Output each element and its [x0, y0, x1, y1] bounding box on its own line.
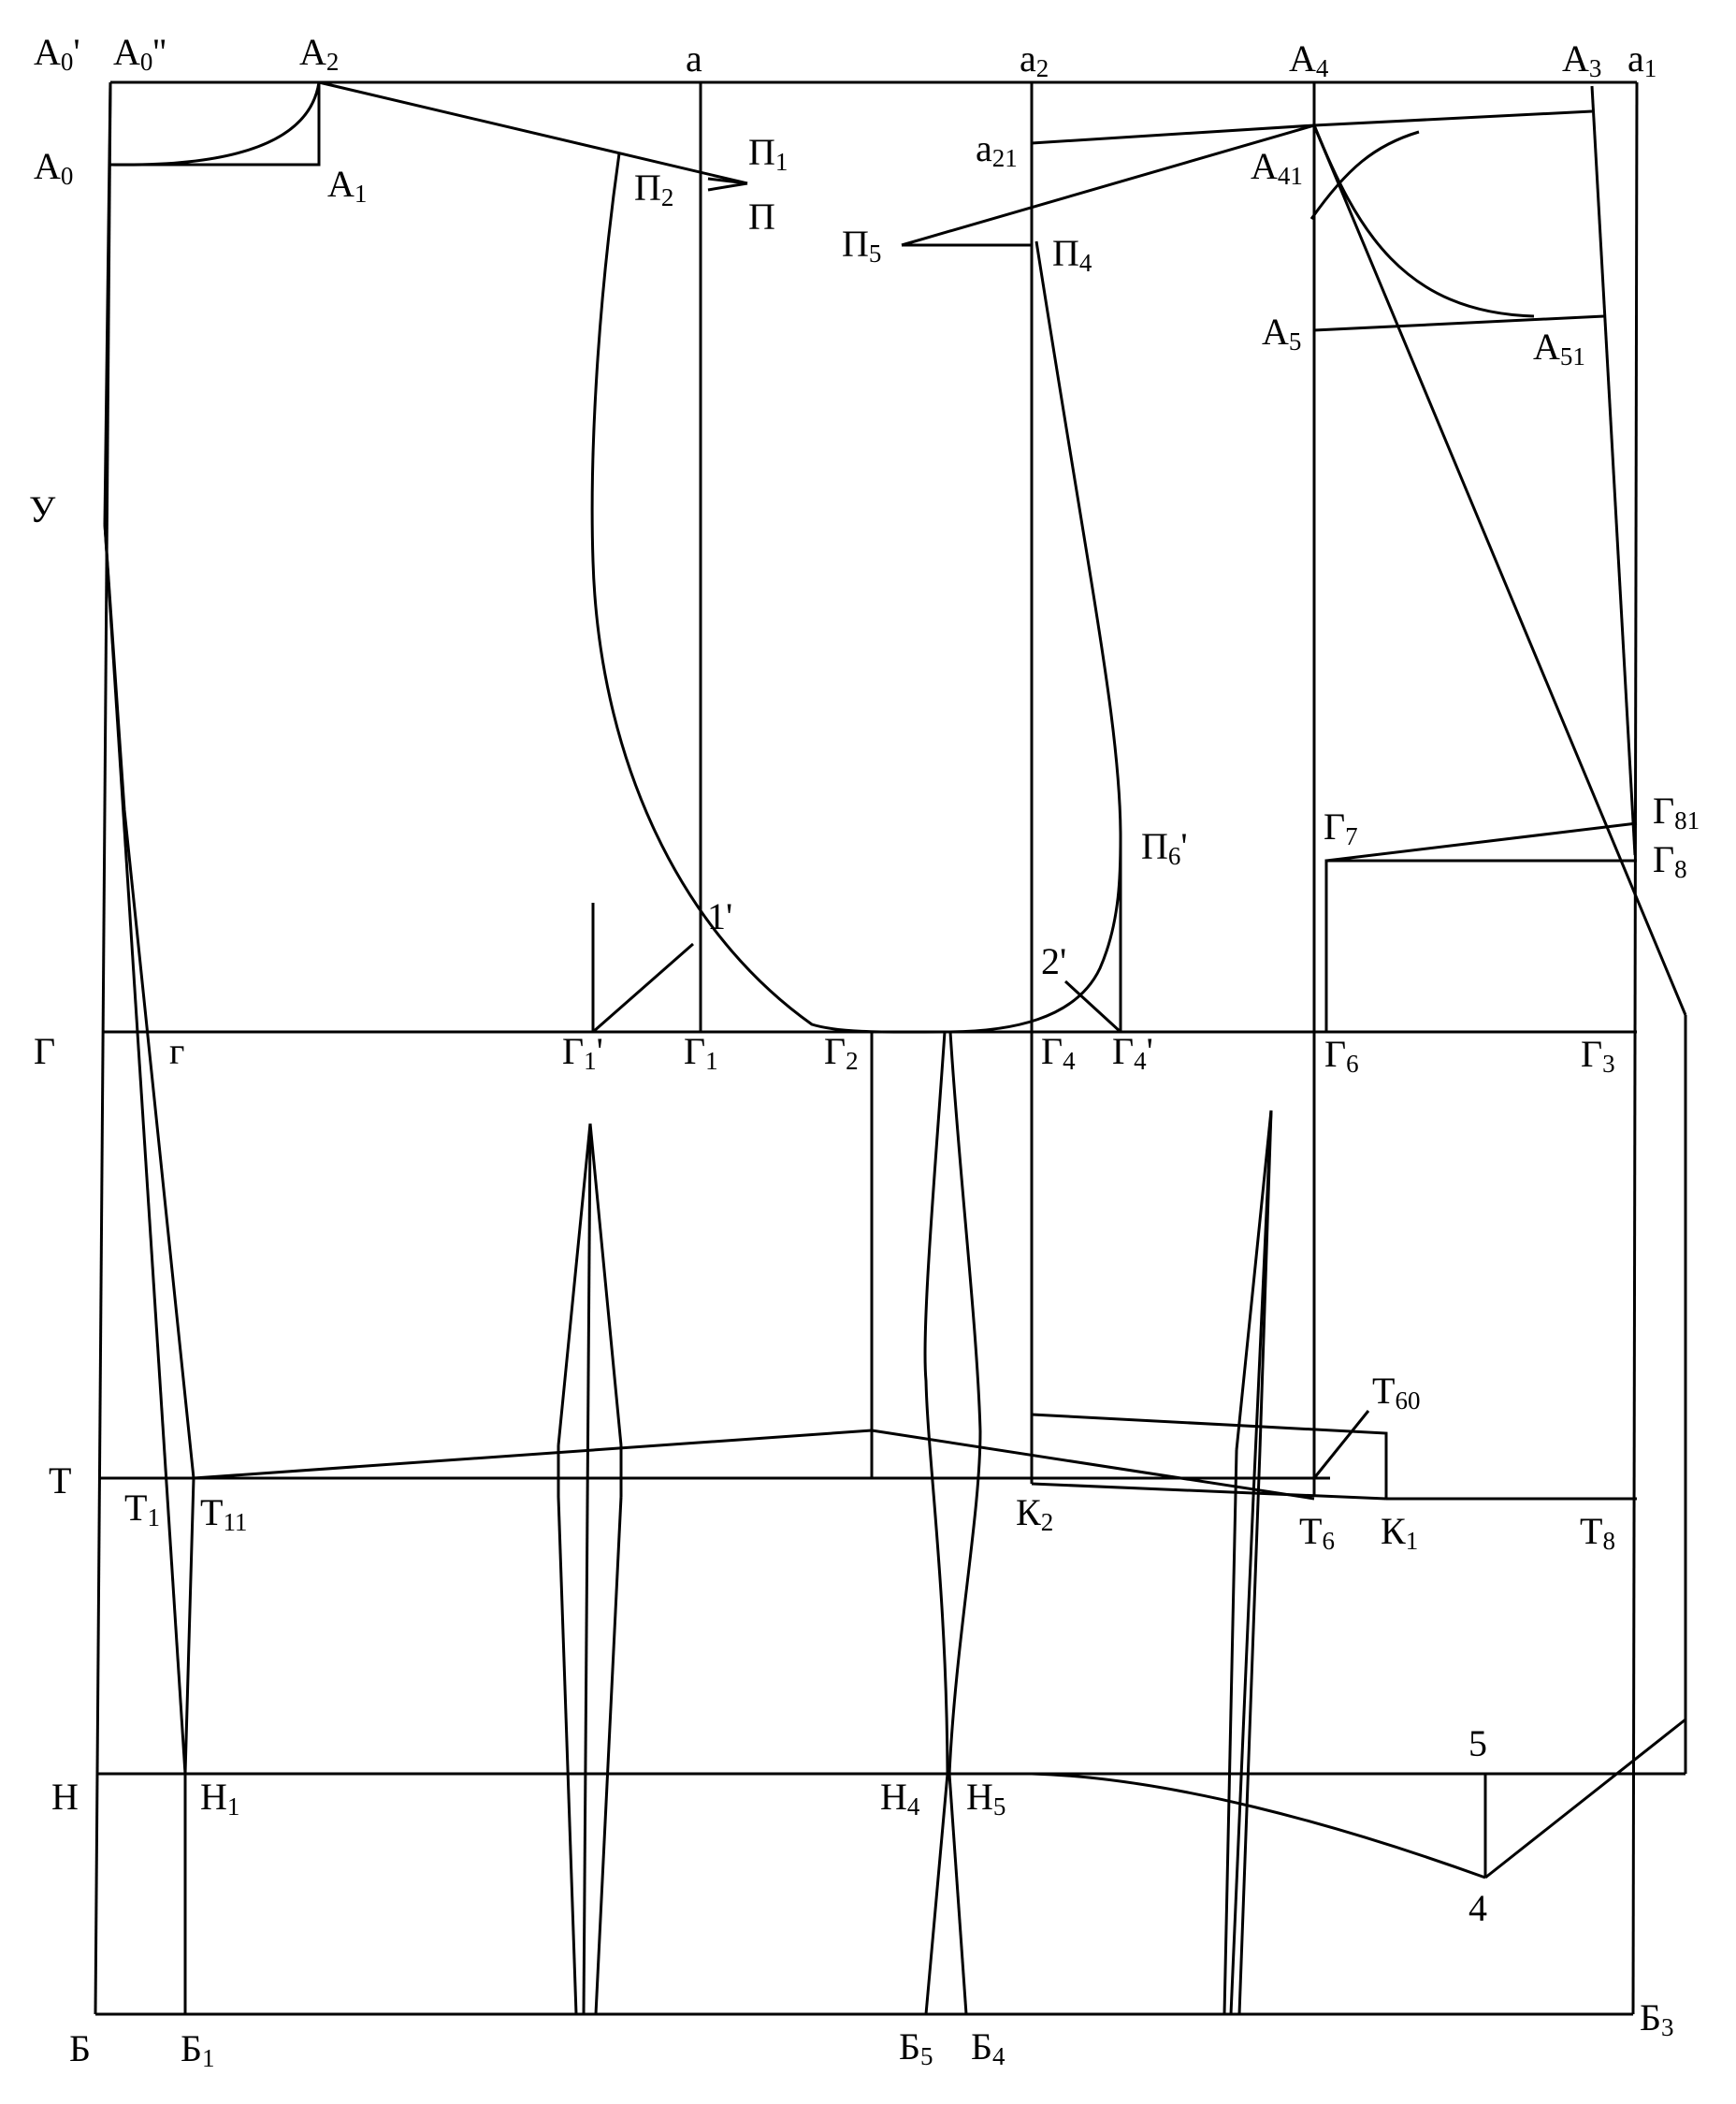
label-h: Н: [51, 1776, 79, 1818]
label-g1: Г1: [684, 1030, 718, 1075]
label-g4: Г4: [1041, 1030, 1076, 1075]
label-a1-lower: а1: [1628, 37, 1657, 82]
dart-back: [558, 1124, 621, 2014]
front-neck-curve: [1314, 125, 1534, 316]
dart-back-line: [558, 1124, 590, 1445]
label-p4: П4: [1052, 232, 1092, 277]
label-a2: А2: [299, 31, 340, 76]
label-a0: А0: [34, 145, 74, 190]
label-b: Б: [69, 2027, 91, 2069]
label-a5: А5: [1262, 311, 1302, 356]
label-g4-prime: Г4': [1112, 1030, 1153, 1075]
dart-side-lower-left: [926, 1774, 948, 2014]
front-bust-area: [1326, 823, 1637, 1032]
construction-grid: [95, 82, 1685, 2014]
lapel-front-edge: [1314, 125, 1685, 1878]
waist-t11-to-g2: [194, 1430, 872, 1478]
label-point-5: 5: [1468, 1722, 1487, 1764]
line-g7-g8: [1326, 861, 1637, 1032]
label-t6: Т6: [1299, 1510, 1335, 1555]
line-a21-a4: [1032, 125, 1314, 143]
collar-arc-a41: [1311, 132, 1419, 219]
label-k2: К2: [1016, 1491, 1054, 1536]
label-b4: Б4: [971, 2025, 1005, 2070]
lapel-break-line: [1314, 125, 1685, 1015]
label-point-2-prime: 2': [1041, 940, 1067, 982]
label-a1: А1: [327, 163, 368, 208]
label-a0-prime: А0': [34, 31, 80, 76]
label-g2: Г2: [824, 1030, 859, 1075]
dart-side-lower-right: [949, 1774, 966, 2014]
label-g-lower: г: [169, 1030, 185, 1072]
label-t11: Т11: [200, 1491, 248, 1536]
label-u: У: [29, 488, 56, 530]
front-shoulder-neck: [902, 86, 1635, 855]
label-a0-double-prime: А0'': [113, 31, 166, 76]
label-p1: П1: [748, 131, 788, 176]
label-b5: Б5: [899, 2025, 933, 2070]
dart-side: [925, 1032, 980, 2014]
back-shoulder-line: [319, 82, 747, 183]
label-a2-lower: а2: [1020, 37, 1049, 82]
back-armhole-curve: [592, 153, 945, 1032]
line-a5-a51: [1314, 316, 1604, 330]
label-a4: А4: [1289, 37, 1329, 82]
label-p: П: [748, 196, 775, 238]
label-a51: А51: [1533, 326, 1585, 370]
dart-back-line: [590, 1124, 621, 1445]
label-g81: Г81: [1653, 790, 1700, 834]
armhole: [592, 153, 1121, 1032]
label-t60: Т60: [1372, 1370, 1421, 1415]
label-a41: А41: [1251, 145, 1303, 190]
label-a21: а21: [976, 127, 1018, 172]
hem-shaping: [1032, 1774, 1485, 1878]
front-edge-line: [1633, 82, 1637, 2014]
dart-front: [1224, 1110, 1271, 2014]
label-g8: Г8: [1653, 838, 1687, 883]
back-neck-curve: [110, 82, 319, 165]
front-hem-curve: [1032, 1774, 1485, 1878]
line-g7-g81: [1326, 823, 1637, 861]
center-back-line: [95, 82, 110, 2014]
label-t1: Т1: [124, 1487, 160, 1531]
dart-front-line: [1253, 1110, 1271, 1497]
label-t: Т: [49, 1459, 72, 1502]
label-h4: Н4: [880, 1776, 920, 1821]
label-b3: Б3: [1640, 1996, 1674, 2041]
label-b1: Б1: [181, 2027, 215, 2072]
hem-extension-line: [1485, 1719, 1685, 1878]
armhole-bisector-1p: [593, 944, 693, 1032]
shoulder-tick-p: [708, 183, 747, 190]
label-g6: Г6: [1324, 1033, 1359, 1078]
label-point-1-prime: 1': [707, 895, 733, 937]
label-a3: А3: [1562, 37, 1602, 82]
line-a4-a3: [1314, 111, 1592, 125]
label-h1: Н1: [200, 1776, 240, 1821]
label-p2: П2: [634, 167, 674, 211]
pointer-t60: [1314, 1411, 1368, 1478]
label-g3: Г3: [1581, 1033, 1615, 1078]
back-center-seam-inner: [105, 524, 185, 1774]
dart-back-line: [584, 1124, 590, 2014]
label-p5: П5: [842, 223, 882, 268]
dart-side-right: [949, 1032, 980, 1774]
dart-back-line: [596, 1497, 621, 2014]
label-g: Г: [34, 1030, 56, 1072]
pocket-line-k2-k1: [1032, 1484, 1386, 1499]
neck-construction-a0-a1-a2: [110, 82, 319, 165]
armhole-bisector-2p: [1065, 981, 1121, 1032]
label-point-4: 4: [1468, 1887, 1487, 1929]
dart-side-left: [925, 1032, 948, 1774]
label-a: а: [686, 37, 702, 80]
label-g1-prime: Г1': [562, 1030, 603, 1075]
label-g7: Г7: [1324, 805, 1358, 850]
point-labels: [29, 31, 1700, 2072]
label-t8: Т8: [1580, 1510, 1615, 1555]
label-p6-prime: П6': [1141, 825, 1188, 870]
dart-back-line: [558, 1497, 576, 2014]
waist-g2-to-t6: [872, 1430, 1314, 1499]
front-side-edge: [1592, 86, 1635, 855]
label-h5: Н5: [966, 1776, 1006, 1821]
label-k1: К1: [1381, 1510, 1419, 1555]
waist-construction: [194, 1411, 1637, 1499]
